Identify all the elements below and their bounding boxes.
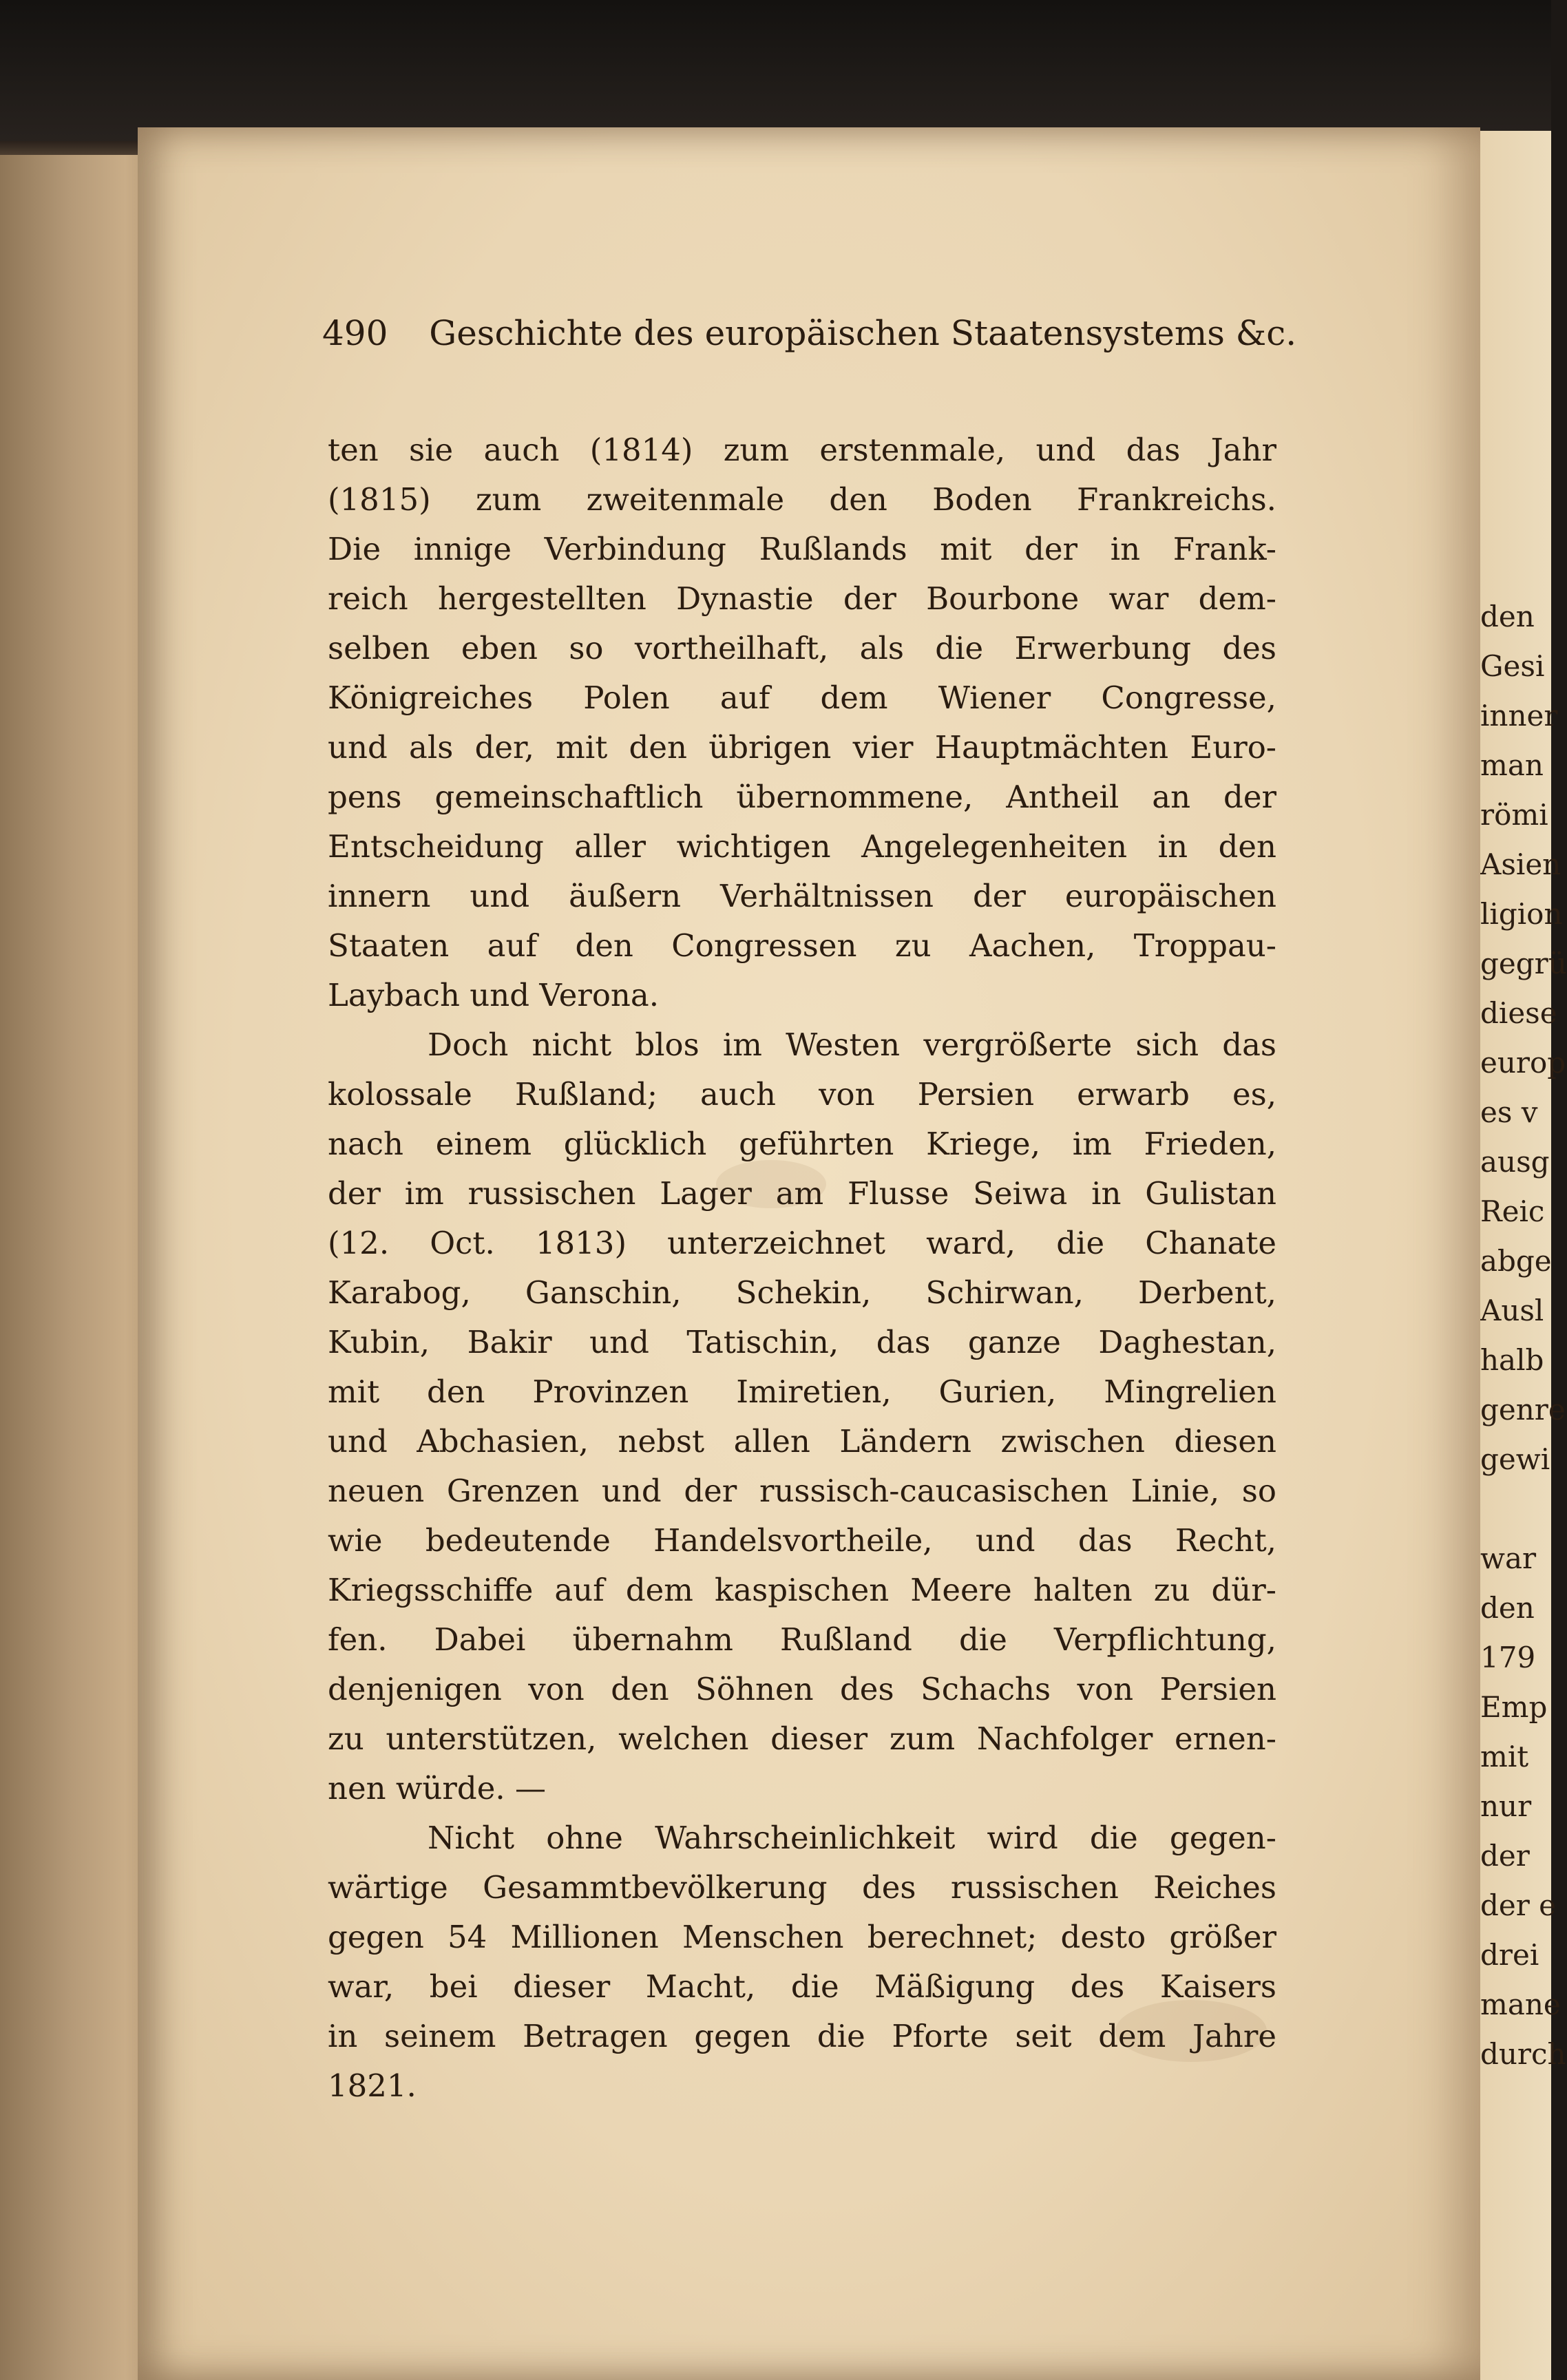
text-line: ten sie auch (1814) zum erstenmale, und das Jahr	[328, 432, 1276, 468]
facing-page-fragment: römi	[1480, 798, 1548, 832]
facing-page-fragment: der	[1480, 1839, 1530, 1873]
facing-page-fragment: war	[1480, 1541, 1537, 1575]
text-line: mit den Provinzen Imiretien, Gurien, Mingrelien	[328, 1373, 1276, 1410]
text-line: nach einem glücklich geführten Kriege, im Frieden,	[328, 1126, 1276, 1162]
text-line: 1821.	[328, 2067, 417, 2104]
text-line: kolossale Rußland; auch von Persien erwarb es,	[328, 1076, 1276, 1113]
text-line: denjenigen von den Söhnen des Schachs von Persien	[328, 1671, 1276, 1707]
text-line: (12. Oct. 1813) unterzeichnet ward, die Chanate	[328, 1225, 1276, 1261]
text-line: selben eben so vortheilhaft, als die Erwerbung des	[328, 630, 1276, 666]
text-line: pens gemeinschaftlich übernommene, Antheil an der	[328, 779, 1276, 815]
text-line: reich hergestellten Dynastie der Bourbone war dem-	[328, 580, 1276, 617]
text-line: Karabog, Ganschin, Schekin, Schirwan, Derbent,	[328, 1274, 1276, 1311]
text-line: Doch nicht blos im Westen vergrößerte sich das	[428, 1026, 1276, 1063]
facing-page-fragment: gegrü	[1480, 947, 1567, 980]
facing-page-fragment: der e	[1480, 1888, 1557, 1922]
facing-page-fragment: mane	[1480, 1988, 1561, 2021]
page-number: 490	[322, 313, 388, 353]
facing-page-fragment: den	[1480, 1591, 1535, 1625]
text-line: (1815) zum zweitenmale den Boden Frankreichs.	[328, 481, 1276, 518]
facing-page-fragment: Gesi	[1480, 649, 1545, 683]
text-line: nen würde. —	[328, 1770, 546, 1807]
facing-page-fragment: Ausl	[1480, 1294, 1544, 1327]
text-line: Staaten auf den Congressen zu Aachen, Troppau-	[328, 927, 1276, 964]
text-line: innern und äußern Verhältnissen der europäischen	[328, 878, 1276, 914]
text-line: der im russischen Lager am Flusse Seiwa in Gulistan	[328, 1175, 1276, 1212]
facing-page-fragment: genre	[1480, 1393, 1566, 1426]
text-line: Nicht ohne Wahrscheinlichkeit wird die gegen-	[428, 1820, 1276, 1856]
text-line: neuen Grenzen und der russisch-caucasischen Linie, so	[328, 1473, 1276, 1509]
facing-page-fragment: mit	[1480, 1740, 1529, 1773]
facing-page-fragment: es v	[1480, 1095, 1538, 1129]
text-line: Kriegsschiffe auf dem kaspischen Meere halten zu dür-	[328, 1572, 1276, 1608]
facing-page-fragment: ligion	[1480, 897, 1563, 931]
text-line: Die innige Verbindung Rußlands mit der in Frank-	[328, 531, 1276, 567]
facing-page-fragment: halb	[1480, 1343, 1544, 1377]
facing-page-fragment: Emp	[1480, 1690, 1548, 1724]
facing-page-text	[1480, 592, 1567, 2071]
facing-page-fragment: diese	[1480, 996, 1557, 1030]
text-line: und Abchasien, nebst allen Ländern zwischen diesen	[328, 1423, 1276, 1460]
running-header	[322, 311, 1297, 355]
text-line: zu unterstützen, welchen dieser zum Nachfolger ernen-	[328, 1720, 1276, 1757]
facing-page-fragment: abge	[1480, 1244, 1552, 1278]
facing-page-fragment: 179	[1480, 1641, 1536, 1674]
facing-page-fragment: europ	[1480, 1046, 1566, 1080]
text-line: war, bei dieser Macht, die Mäßigung des Kaisers	[328, 1968, 1276, 2005]
facing-page-fragment: gewi	[1480, 1442, 1550, 1476]
facing-page-gap	[1480, 1484, 1551, 1534]
text-line: Entscheidung aller wichtigen Angelegenheiten in den	[328, 828, 1276, 865]
page-body-text	[328, 425, 1276, 2111]
facing-page-fragment: durch	[1480, 2037, 1566, 2071]
text-line: und als der, mit den übrigen vier Hauptmächten Euro-	[328, 729, 1276, 766]
text-line: wie bedeutende Handelsvortheile, und das Recht,	[328, 1522, 1276, 1559]
text-line: wärtige Gesammtbevölkerung des russischen Reiches	[328, 1869, 1276, 1906]
text-line: Königreiches Polen auf dem Wiener Congresse,	[328, 680, 1276, 716]
facing-page-fragment: nur	[1480, 1789, 1532, 1823]
facing-page-fragment: den	[1480, 600, 1535, 633]
facing-page-fragment: man	[1480, 748, 1544, 782]
facing-page-fragment: drei	[1480, 1938, 1539, 1972]
text-line: Kubin, Bakir und Tatischin, das ganze Daghestan,	[328, 1324, 1276, 1360]
facing-page-fragment: ausg	[1480, 1145, 1550, 1179]
facing-page-fragment: inner	[1480, 699, 1558, 733]
text-line: gegen 54 Millionen Menschen berechnet; desto größer	[328, 1919, 1276, 1955]
running-title: Geschichte des europäischen Staatensystems &c.	[429, 313, 1297, 353]
facing-page-fragment: Asien	[1480, 847, 1561, 881]
text-line: fen. Dabei übernahm Rußland die Verpflichtung,	[328, 1621, 1276, 1658]
text-line: in seinem Betragen gegen die Pforte seit dem Jahre	[328, 2018, 1276, 2054]
text-line: Laybach und Verona.	[328, 977, 660, 1013]
facing-page-fragment: Reic	[1480, 1194, 1545, 1228]
